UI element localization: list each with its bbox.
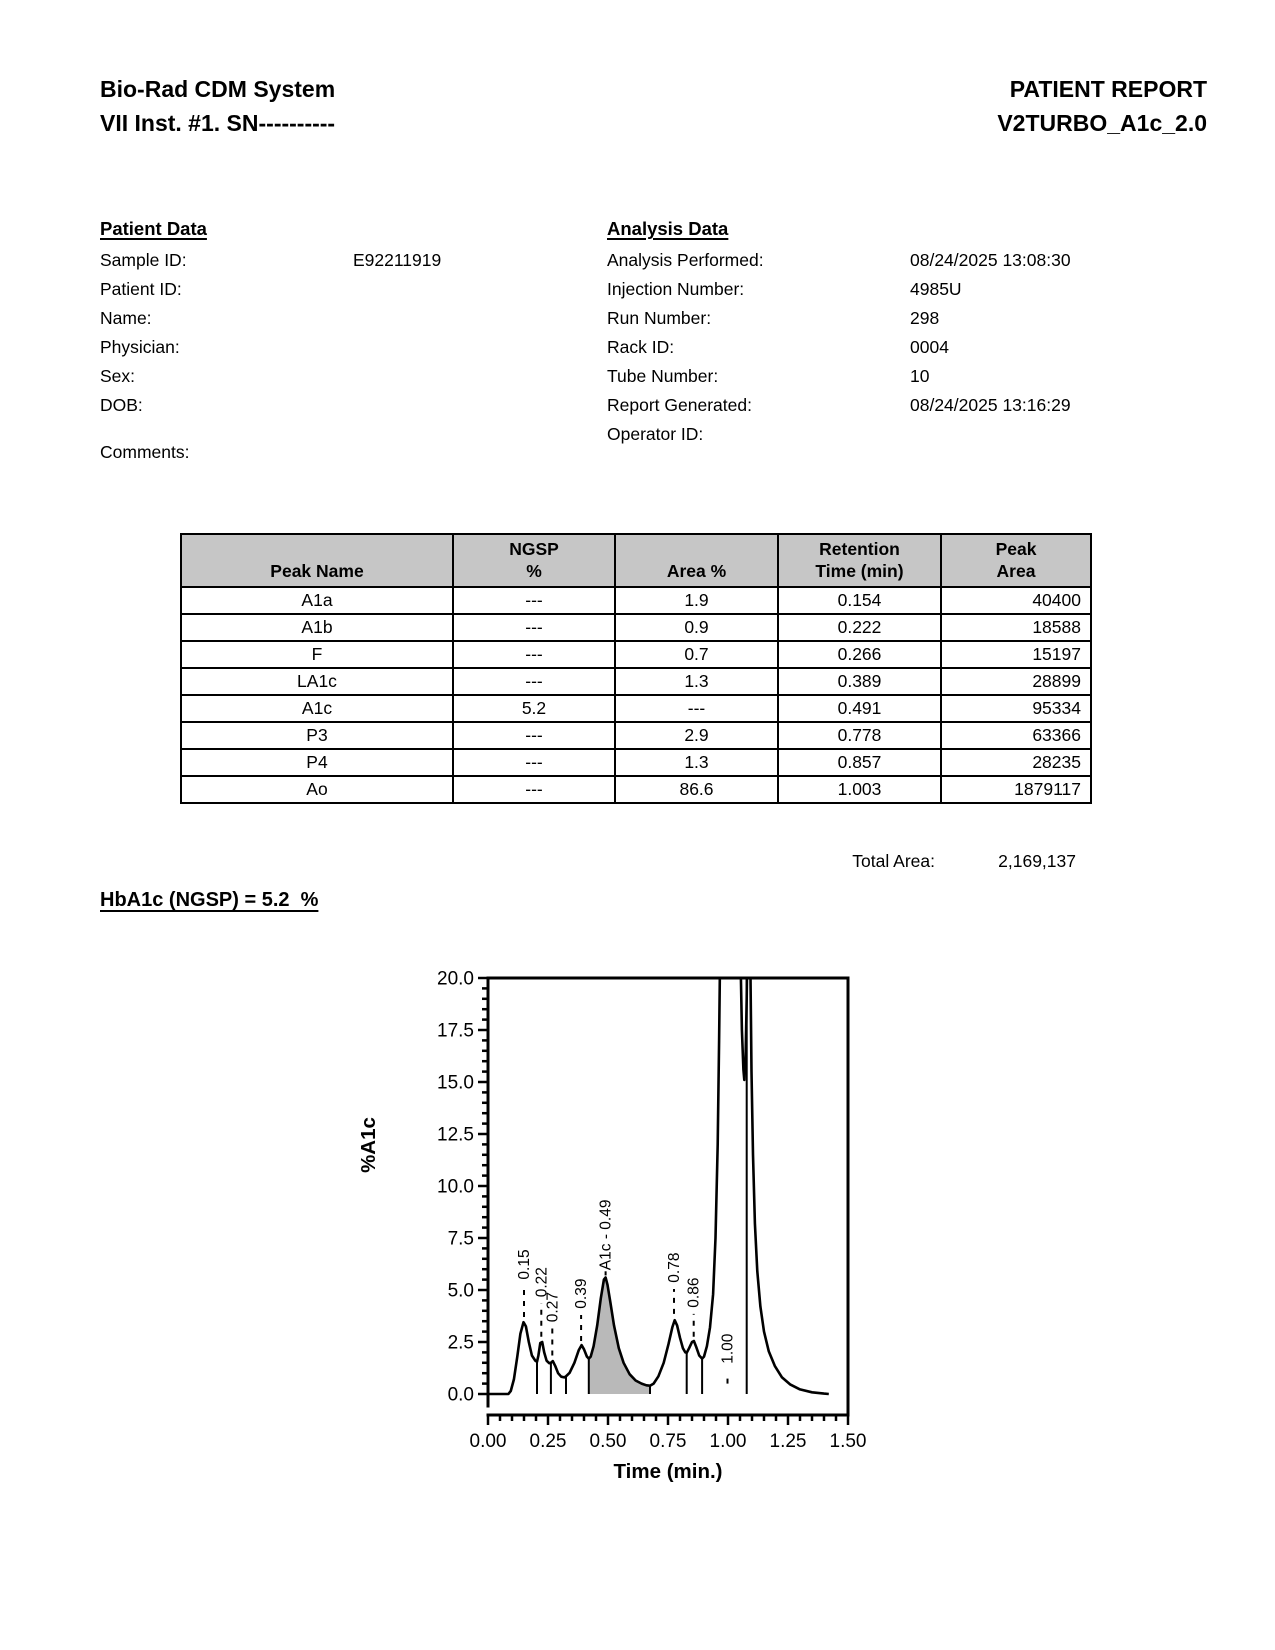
area-pct-cell: --- [615, 695, 778, 722]
x-tick-labels [470, 1431, 867, 1452]
peak-area-cell: 28235 [941, 749, 1091, 776]
peak-table-header-cell: Peak Name [181, 534, 453, 587]
y-tick-labels [437, 969, 474, 1406]
field-value: 08/24/2025 13:08:30 [910, 250, 1071, 270]
svg-text:1.00: 1.00 [709, 1431, 747, 1452]
field-label: Tube Number: [607, 366, 719, 386]
a1c-peak-fill [589, 1278, 650, 1395]
peak-table [180, 533, 1092, 804]
peak-label: 0.86 [685, 1277, 703, 1308]
svg-text:1.25: 1.25 [769, 1431, 807, 1452]
analysis-field-row [607, 304, 1187, 333]
retention-cell: 0.266 [778, 641, 941, 668]
peak-table-row [181, 722, 1091, 749]
retention-cell: 1.003 [778, 776, 941, 803]
peak-label: 0.15 [516, 1249, 533, 1280]
patient-data-heading: Patient Data [100, 218, 207, 239]
field-label: Physician: [100, 337, 180, 357]
chromatogram-curve [488, 930, 829, 1394]
peak-name-cell: F [181, 641, 453, 668]
svg-text:10.0: 10.0 [437, 1176, 474, 1198]
peak-label: 0.39 [573, 1278, 591, 1309]
analysis-field-row [607, 246, 1187, 275]
field-label: Analysis Performed: [607, 250, 764, 270]
svg-text:1.50: 1.50 [829, 1431, 867, 1452]
patient-field-row [100, 246, 590, 275]
patient-field-row [100, 304, 590, 333]
ngsp-cell: --- [453, 776, 615, 803]
analysis-field-row [607, 333, 1187, 362]
peak-area-cell: 95334 [941, 695, 1091, 722]
peak-table-header-cell: Area % [615, 534, 778, 587]
ngsp-cell: --- [453, 614, 615, 641]
report-title: PATIENT REPORT [1009, 76, 1207, 102]
field-label: Injection Number: [607, 279, 745, 299]
svg-text:0.0: 0.0 [447, 1384, 474, 1406]
svg-text:0.25: 0.25 [529, 1431, 567, 1452]
analysis-fields [607, 246, 1187, 449]
svg-text:0.00: 0.00 [469, 1431, 507, 1452]
peak-name-cell: P3 [181, 722, 453, 749]
svg-text:15.0: 15.0 [437, 1072, 474, 1094]
ngsp-cell: --- [453, 668, 615, 695]
analysis-field-row [607, 275, 1187, 304]
peak-label: 0.22 [533, 1267, 551, 1298]
method-name: V2TURBO_A1c_2.0 [997, 110, 1207, 136]
field-value: 08/24/2025 13:16:29 [910, 395, 1071, 415]
total-area-label: Total Area: [852, 851, 935, 871]
retention-cell: 0.778 [778, 722, 941, 749]
peak-area-cell: 15197 [941, 641, 1091, 668]
ngsp-cell: --- [453, 641, 615, 668]
analysis-field-row [607, 391, 1187, 420]
total-area-value: 2,169,137 [998, 851, 1076, 871]
comments-label: Comments: [100, 442, 190, 462]
peak-area-cell: 18588 [941, 614, 1091, 641]
ngsp-cell: --- [453, 749, 615, 776]
field-value: 4985U [910, 279, 962, 299]
patient-field-row [100, 362, 590, 391]
peak-label: 1.00 [719, 1333, 737, 1364]
svg-text:20.0: 20.0 [437, 968, 474, 990]
x-axis-title: Time (min.) [613, 1460, 723, 1483]
peak-area-cell: 63366 [941, 722, 1091, 749]
peak-name-cell: A1b [181, 614, 453, 641]
analysis-data-section [607, 212, 1187, 449]
svg-text:0.50: 0.50 [589, 1431, 627, 1452]
field-label: Name: [100, 308, 152, 328]
patient-field-row [100, 391, 590, 420]
report-header-right [997, 72, 1207, 140]
chromatogram-chart [320, 930, 920, 1520]
peak-table-row [181, 614, 1091, 641]
field-value: E92211919 [353, 250, 442, 270]
area-pct-cell: 2.9 [615, 722, 778, 749]
report-header-left [100, 72, 335, 140]
comments-row [100, 438, 590, 467]
area-pct-cell: 0.9 [615, 614, 778, 641]
retention-cell: 0.491 [778, 695, 941, 722]
area-pct-cell: 0.7 [615, 641, 778, 668]
field-label: Rack ID: [607, 337, 675, 357]
area-pct-cell: 1.9 [615, 587, 778, 614]
peak-boundaries [537, 936, 747, 1394]
peak-label: 0.78 [666, 1252, 683, 1283]
patient-data-section [100, 212, 590, 467]
analysis-field-row [607, 362, 1187, 391]
analysis-data-heading: Analysis Data [607, 218, 729, 239]
field-label: DOB: [100, 395, 143, 415]
field-value: 10 [910, 366, 930, 386]
peak-table-header-cell: NGSP % [453, 534, 615, 587]
svg-text:5.0: 5.0 [447, 1280, 474, 1302]
peak-name-cell: LA1c [181, 668, 453, 695]
peak-name-cell: P4 [181, 749, 453, 776]
peak-name-cell: A1c [181, 695, 453, 722]
retention-cell: 0.389 [778, 668, 941, 695]
peak-area-cell: 28899 [941, 668, 1091, 695]
peak-table-row [181, 587, 1091, 614]
area-pct-cell: 1.3 [615, 749, 778, 776]
peak-table-row [181, 641, 1091, 668]
product-name: Bio-Rad CDM System [100, 76, 336, 102]
peak-name-cell: Ao [181, 776, 453, 803]
field-label: Sex: [100, 366, 136, 386]
retention-cell: 0.222 [778, 614, 941, 641]
field-value: 0004 [910, 337, 949, 357]
peak-table-row [181, 749, 1091, 776]
svg-text:12.5: 12.5 [437, 1124, 474, 1146]
peak-table-row [181, 695, 1091, 722]
patient-field-row [100, 333, 590, 362]
peak-area-cell: 1879117 [941, 776, 1091, 803]
field-label: Operator ID: [607, 424, 704, 444]
peak-label: A1c - 0.49 [597, 1199, 615, 1271]
retention-cell: 0.857 [778, 749, 941, 776]
peak-area-cell: 40400 [941, 587, 1091, 614]
field-label: Sample ID: [100, 250, 187, 270]
field-label: Patient ID: [100, 279, 182, 299]
area-pct-cell: 1.3 [615, 668, 778, 695]
peak-table-row [181, 668, 1091, 695]
svg-text:17.5: 17.5 [437, 1020, 474, 1042]
y-axis-ticks [478, 978, 488, 1394]
instrument-line: VII Inst. #1. SN---------- [100, 110, 336, 136]
hba1c-result: HbA1c (NGSP) = 5.2 % [100, 889, 319, 911]
svg-text:2.5: 2.5 [447, 1332, 474, 1354]
retention-cell: 0.154 [778, 587, 941, 614]
field-value: 298 [910, 308, 940, 328]
peak-name-cell: A1a [181, 587, 453, 614]
analysis-field-row [607, 420, 1187, 449]
field-label: Report Generated: [607, 395, 752, 415]
peak-table-row [181, 776, 1091, 803]
ngsp-cell: --- [453, 722, 615, 749]
peak-label: 0.27 [544, 1292, 562, 1323]
ngsp-cell: 5.2 [453, 695, 615, 722]
y-axis-title: %A1c [357, 1117, 380, 1173]
peak-table-header-row [181, 534, 1091, 587]
svg-text:0.75: 0.75 [649, 1431, 687, 1452]
peak-table-header-cell: Retention Time (min) [778, 534, 941, 587]
patient-fields [100, 246, 590, 420]
ngsp-cell: --- [453, 587, 615, 614]
peak-table-header-cell: Peak Area [941, 534, 1091, 587]
field-label: Run Number: [607, 308, 712, 328]
svg-text:7.5: 7.5 [447, 1228, 474, 1250]
patient-field-row [100, 275, 590, 304]
area-pct-cell: 86.6 [615, 776, 778, 803]
